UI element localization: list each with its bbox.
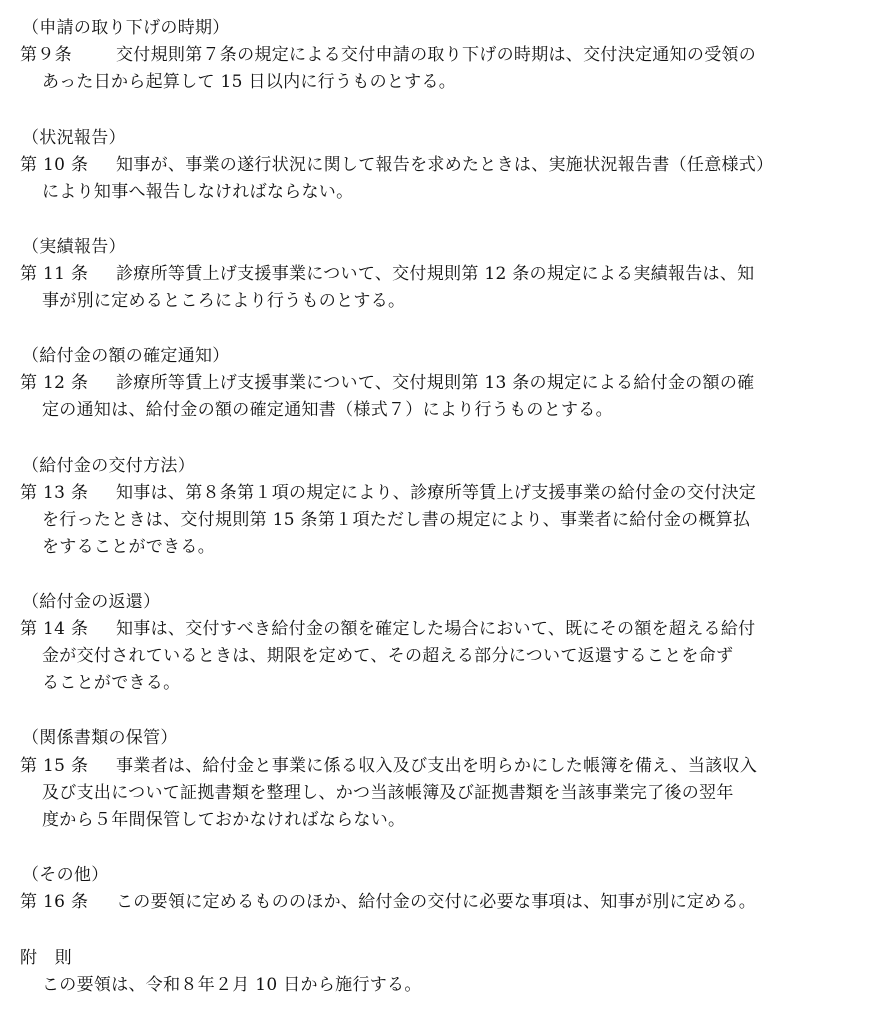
article-15-line-3: 度から５年間保管しておかなければならない。 [42, 810, 406, 830]
article-14-number: 第 14 条 [20, 619, 89, 639]
article-12-line-1 [20, 372, 754, 394]
article-10-heading: （状況報告） [22, 128, 126, 148]
article-9-heading: （申請の取り下げの時期） [22, 18, 230, 38]
article-12-heading: （給付金の額の確定通知） [22, 346, 230, 366]
article-11-line-1 [20, 263, 754, 285]
article-12-number: 第 12 条 [20, 373, 89, 393]
article-16-heading: （その他） [22, 865, 109, 885]
article-14-line-1 [20, 618, 755, 640]
article-13-text-1: 知事は、第８条第１項の規定により、診療所等賃上げ支援事業の給付金の交付決定 [116, 483, 757, 503]
article-13-line-1 [20, 482, 756, 504]
article-15-heading: （関係書類の保管） [22, 728, 178, 748]
article-14-line-3: ることができる。 [42, 673, 181, 693]
article-13-number: 第 13 条 [20, 483, 89, 503]
article-10-line-2: により知事へ報告しなければならない。 [42, 182, 354, 202]
article-10-text-1: 知事が、事業の遂行状況に関して報告を求めたときは、実施状況報告書（任意様式） [116, 155, 774, 175]
article-15-number: 第 15 条 [20, 756, 89, 776]
article-11-text-1: 診療所等賃上げ支援事業について、交付規則第 12 条の規定による実績報告は、知 [116, 264, 755, 284]
article-15-line-1 [20, 755, 757, 777]
article-14-heading: （給付金の返還） [22, 592, 161, 612]
article-14-line-2: 金が交付されているときは、期限を定めて、その超える部分について返還することを命ず [42, 646, 734, 666]
article-9-text-1: 交付規則第７条の規定による交付申請の取り下げの時期は、交付決定通知の受領の [116, 45, 757, 65]
article-13-line-3: をすることができる。 [42, 537, 215, 557]
supplementary-title: 附 則 [20, 948, 72, 968]
article-12-text-1: 診療所等賃上げ支援事業について、交付規則第 13 条の規定による給付金の額の確 [116, 373, 755, 393]
article-9-line-2: あった日から起算して 15 日以内に行うものとする。 [42, 72, 457, 92]
article-11-number: 第 11 条 [20, 264, 89, 284]
article-13-heading: （給付金の交付方法） [22, 456, 195, 476]
article-13-line-2: を行ったときは、交付規則第 15 条第１項ただし書の規定により、事業者に給付金の概算払 [42, 510, 751, 530]
article-15-line-2: 及び支出について証拠書類を整理し、かつ当該帳簿及び証拠書類を当該事業完了後の翌年 [42, 783, 734, 803]
article-16-text-1: この要領に定めるもののほか、給付金の交付に必要な事項は、知事が別に定める。 [116, 892, 757, 912]
article-9-line-1 [20, 44, 756, 66]
article-11-line-2: 事が別に定めるところにより行うものとする。 [42, 291, 406, 311]
article-16-line-1 [20, 891, 756, 913]
article-9-number: 第９条 [20, 45, 72, 65]
article-12-line-2: 定の通知は、給付金の額の確定通知書（様式７）により行うものとする。 [42, 400, 613, 420]
article-10-number: 第 10 条 [20, 155, 89, 175]
article-16-number: 第 16 条 [20, 892, 89, 912]
article-11-heading: （実績報告） [22, 237, 126, 257]
article-14-text-1: 知事は、交付すべき給付金の額を確定した場合において、既にその額を超える給付 [116, 619, 756, 639]
article-15-text-1: 事業者は、給付金と事業に係る収入及び支出を明らかにした帳簿を備え、当該収入 [116, 756, 758, 776]
supplementary-text: この要領は、令和８年２月 10 日から施行する。 [42, 975, 422, 995]
article-10-line-1 [20, 154, 773, 176]
